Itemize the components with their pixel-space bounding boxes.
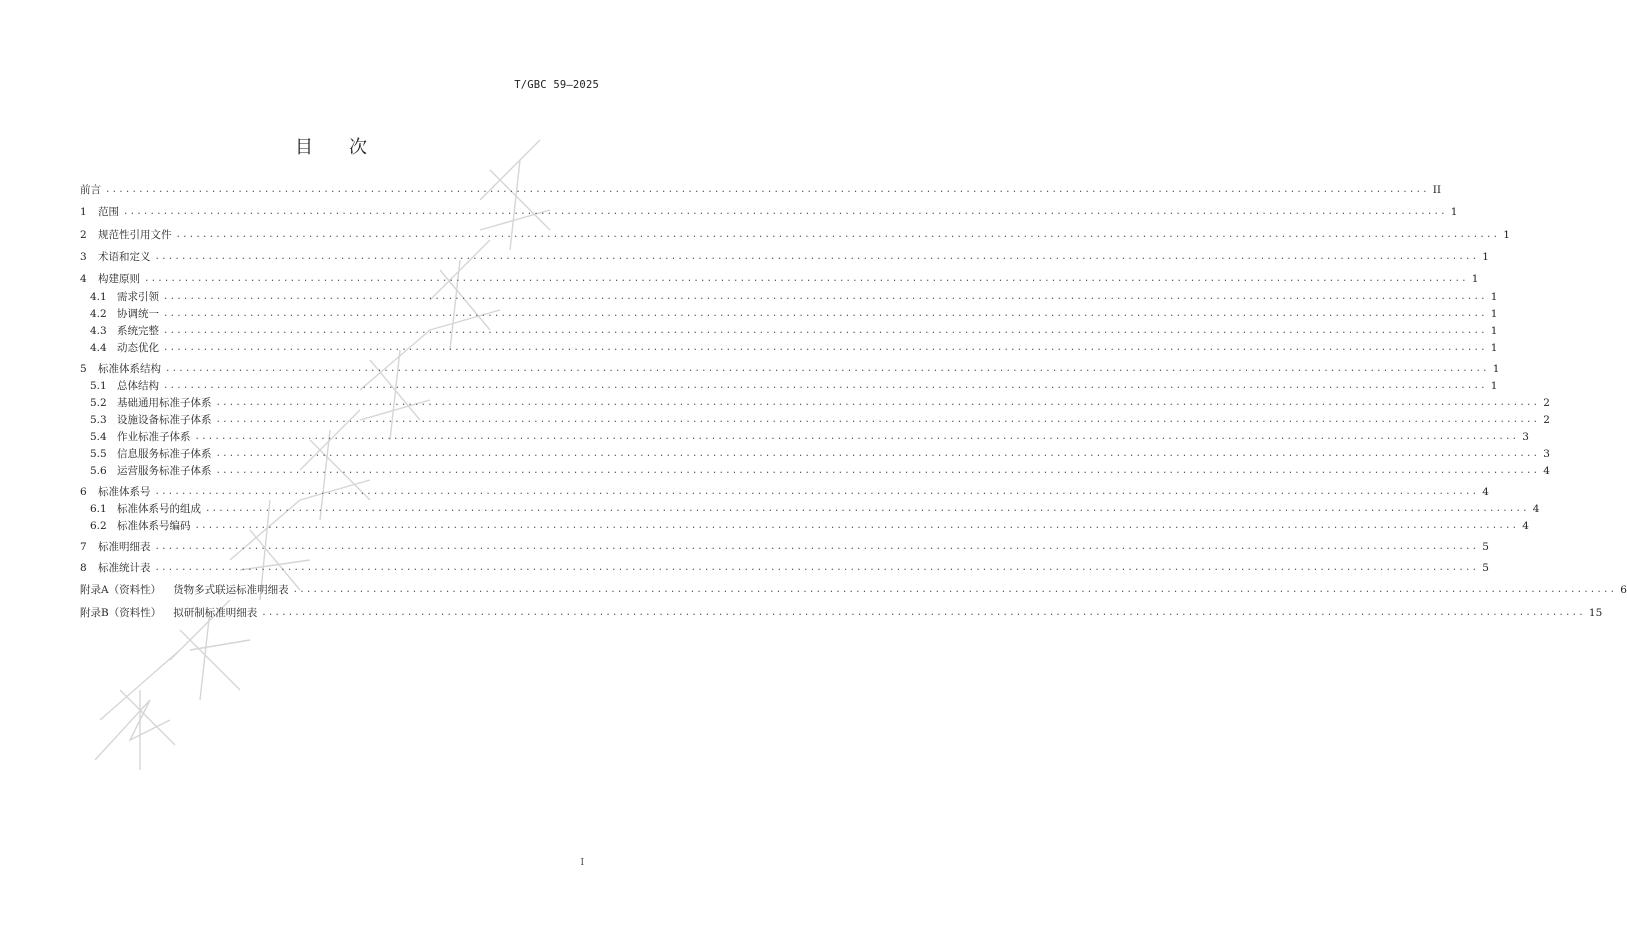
toc-dot-leader: ........................................................................................................................................................................................................ — [261, 608, 1585, 618]
toc-dot-leader: ........................................................................................................................................................................................................ — [215, 449, 1540, 459]
toc-entry-number: 5.3 — [90, 414, 107, 426]
page-number: I — [580, 858, 584, 868]
toc-entry-page: 1 — [1490, 291, 1498, 303]
toc-entry-number: 5 — [80, 363, 87, 375]
toc-entry-number: 7 — [80, 541, 87, 553]
toc-entry-page: 6 — [1620, 584, 1627, 596]
toc-entry-label: 设施设备标准子体系 — [117, 414, 212, 426]
toc-entry-number: 6 — [80, 486, 87, 498]
toc-dot-leader: ........................................................................................................................................................................................................ — [154, 563, 1479, 573]
toc-entry-label: 标准体系号 — [98, 486, 151, 498]
toc-entry-label: 标准体系号的组成 — [117, 503, 201, 515]
toc-entry-label: 需求引领 — [117, 291, 159, 303]
toc-entry[interactable] — [80, 339, 1498, 355]
toc-entry[interactable] — [80, 270, 1479, 286]
toc-entry-number: 8 — [80, 562, 87, 574]
toc-dot-leader: ........................................................................................................................................................................................................ — [165, 364, 1489, 374]
toc-entry-number: 3 — [80, 251, 87, 263]
document-code: T/GBC 59—2025 — [514, 79, 599, 91]
toc-entry-number: 2 — [80, 229, 87, 241]
toc-entry-page: 1 — [1450, 206, 1458, 218]
toc-entry-label: 规范性引用文件 — [98, 229, 172, 241]
toc-entry-label: 运营服务标准子体系 — [117, 465, 212, 477]
toc-entry-label: 标准体系结构 — [98, 363, 161, 375]
toc-dot-leader: ........................................................................................................................................................................................................ — [194, 432, 1519, 442]
toc-entry-label: 术语和定义 — [98, 251, 151, 263]
toc-entry-page: 1 — [1503, 229, 1510, 241]
toc-entry-number: 4 — [80, 273, 87, 285]
toc-dot-leader: ........................................................................................................................................................................................................ — [215, 466, 1540, 476]
toc-entry[interactable] — [80, 445, 1550, 461]
toc-dot-leader: ........................................................................................................................................................................................................ — [163, 309, 1487, 319]
toc-entry-page: 1 — [1482, 251, 1489, 263]
toc-entry-page: 1 — [1490, 308, 1498, 320]
toc-entry-label: 基础通用标准子体系 — [117, 397, 212, 409]
toc-entry-label: 作业标准子体系 — [117, 431, 191, 443]
toc-entry-page: 5 — [1482, 541, 1489, 553]
toc-entry-page: 3 — [1543, 448, 1550, 460]
toc-entry-page: II — [1432, 184, 1441, 196]
toc-entry-page: 1 — [1490, 325, 1498, 337]
toc-dot-leader: ........................................................................................................................................................................................................ — [144, 274, 1468, 284]
toc-entry[interactable] — [80, 517, 1529, 533]
toc-dot-leader: ........................................................................................................................................................................................................ — [175, 230, 1500, 240]
toc-entry-number: 4.4 — [90, 342, 107, 354]
toc-dot-leader: ........................................................................................................................................................................................................ — [292, 585, 1617, 595]
toc-entry[interactable] — [80, 462, 1550, 478]
toc-entry[interactable] — [80, 360, 1500, 376]
toc-entry[interactable] — [80, 428, 1529, 444]
toc-entry[interactable] — [80, 305, 1498, 321]
toc-entry[interactable] — [80, 248, 1489, 264]
toc-entry-number: 4.3 — [90, 325, 107, 337]
toc-entry[interactable] — [80, 581, 1627, 597]
toc-entry-number: 6.1 — [90, 503, 107, 515]
toc-entry-label: 前言 — [80, 184, 101, 196]
toc-entry[interactable] — [80, 394, 1550, 410]
toc-entry-label: 信息服务标准子体系 — [117, 448, 212, 460]
toc-entry[interactable] — [80, 203, 1458, 219]
toc-entry-number: 附录B（资料性） — [80, 607, 162, 619]
toc-entry-label: 范围 — [98, 206, 119, 218]
toc-entry-label: 标准体系号编码 — [117, 520, 191, 532]
toc-entry-number: 5.6 — [90, 465, 107, 477]
toc-dot-leader: ........................................................................................................................................................................................................ — [215, 398, 1540, 408]
toc-entry-number: 4.2 — [90, 308, 107, 320]
toc-entry-number: 6.2 — [90, 520, 107, 532]
toc-entry-page: 4 — [1543, 465, 1550, 477]
toc-entry-label: 动态优化 — [117, 342, 159, 354]
toc-entry[interactable] — [80, 538, 1489, 554]
toc-dot-leader: ........................................................................................................................................................................................................ — [154, 542, 1479, 552]
toc-entry-number: 附录A（资料性） — [80, 584, 162, 596]
toc-entry[interactable] — [80, 604, 1603, 620]
toc-entry-label: 货物多式联运标准明细表 — [173, 584, 289, 596]
toc-entry-label: 标准统计表 — [98, 562, 151, 574]
toc-entry[interactable] — [80, 559, 1489, 575]
toc-dot-leader: ........................................................................................................................................................................................................ — [163, 381, 1487, 391]
toc-dot-leader: ........................................................................................................................................................................................................ — [163, 292, 1487, 302]
toc-dot-leader: ........................................................................................................................................................................................................ — [154, 487, 1479, 497]
toc-entry-number: 4.1 — [90, 291, 107, 303]
toc-entry-page: 4 — [1522, 520, 1529, 532]
toc-entry-page: 4 — [1482, 486, 1489, 498]
toc-entry-page: 1 — [1490, 342, 1498, 354]
toc-dot-leader: ........................................................................................................................................................................................................ — [205, 504, 1529, 514]
toc-entry-page: 4 — [1532, 503, 1540, 515]
toc-entry-label: 总体结构 — [117, 380, 159, 392]
page-title: 目次 — [295, 137, 403, 158]
toc-entry-page: 5 — [1482, 562, 1489, 574]
toc-entry-label: 协调统一 — [117, 308, 159, 320]
toc-entry[interactable] — [80, 226, 1510, 242]
toc-entry-number: 5.5 — [90, 448, 107, 460]
toc-entry-label: 拟研制标准明细表 — [173, 607, 258, 619]
toc-entry[interactable] — [80, 500, 1540, 516]
toc-entry[interactable] — [80, 483, 1489, 499]
toc-entry-label: 标准明细表 — [98, 541, 151, 553]
toc-entry-page: 2 — [1543, 414, 1550, 426]
toc-entry-number: 1 — [80, 206, 87, 218]
toc-entry-label: 系统完整 — [117, 325, 159, 337]
toc-entry[interactable] — [80, 377, 1498, 393]
toc-entry-page: 1 — [1490, 380, 1498, 392]
toc-entry-page: 3 — [1522, 431, 1529, 443]
toc-entry-number: 5.1 — [90, 380, 107, 392]
toc-dot-leader: ........................................................................................................................................................................................................ — [154, 252, 1479, 262]
toc-entry-label: 构建原则 — [98, 273, 140, 285]
toc-dot-leader: ........................................................................................................................................................................................................ — [123, 207, 1447, 217]
toc-entry-page: 1 — [1492, 363, 1500, 375]
toc-entry-page: 2 — [1543, 397, 1550, 409]
toc-entry[interactable] — [80, 181, 1441, 197]
toc-dot-leader: ........................................................................................................................................................................................................ — [163, 326, 1487, 336]
toc-dot-leader: ........................................................................................................................................................................................................ — [105, 185, 1429, 195]
toc-entry[interactable] — [80, 322, 1498, 338]
toc-entry-number: 5.4 — [90, 431, 107, 443]
toc-dot-leader: ........................................................................................................................................................................................................ — [163, 343, 1487, 353]
toc-dot-leader: ........................................................................................................................................................................................................ — [215, 415, 1540, 425]
toc-entry[interactable] — [80, 411, 1550, 427]
toc-entry-number: 5.2 — [90, 397, 107, 409]
toc-entry[interactable] — [80, 288, 1498, 304]
toc-dot-leader: ........................................................................................................................................................................................................ — [194, 521, 1519, 531]
toc-entry-page: 1 — [1471, 273, 1479, 285]
toc-entry-page: 15 — [1588, 607, 1603, 619]
